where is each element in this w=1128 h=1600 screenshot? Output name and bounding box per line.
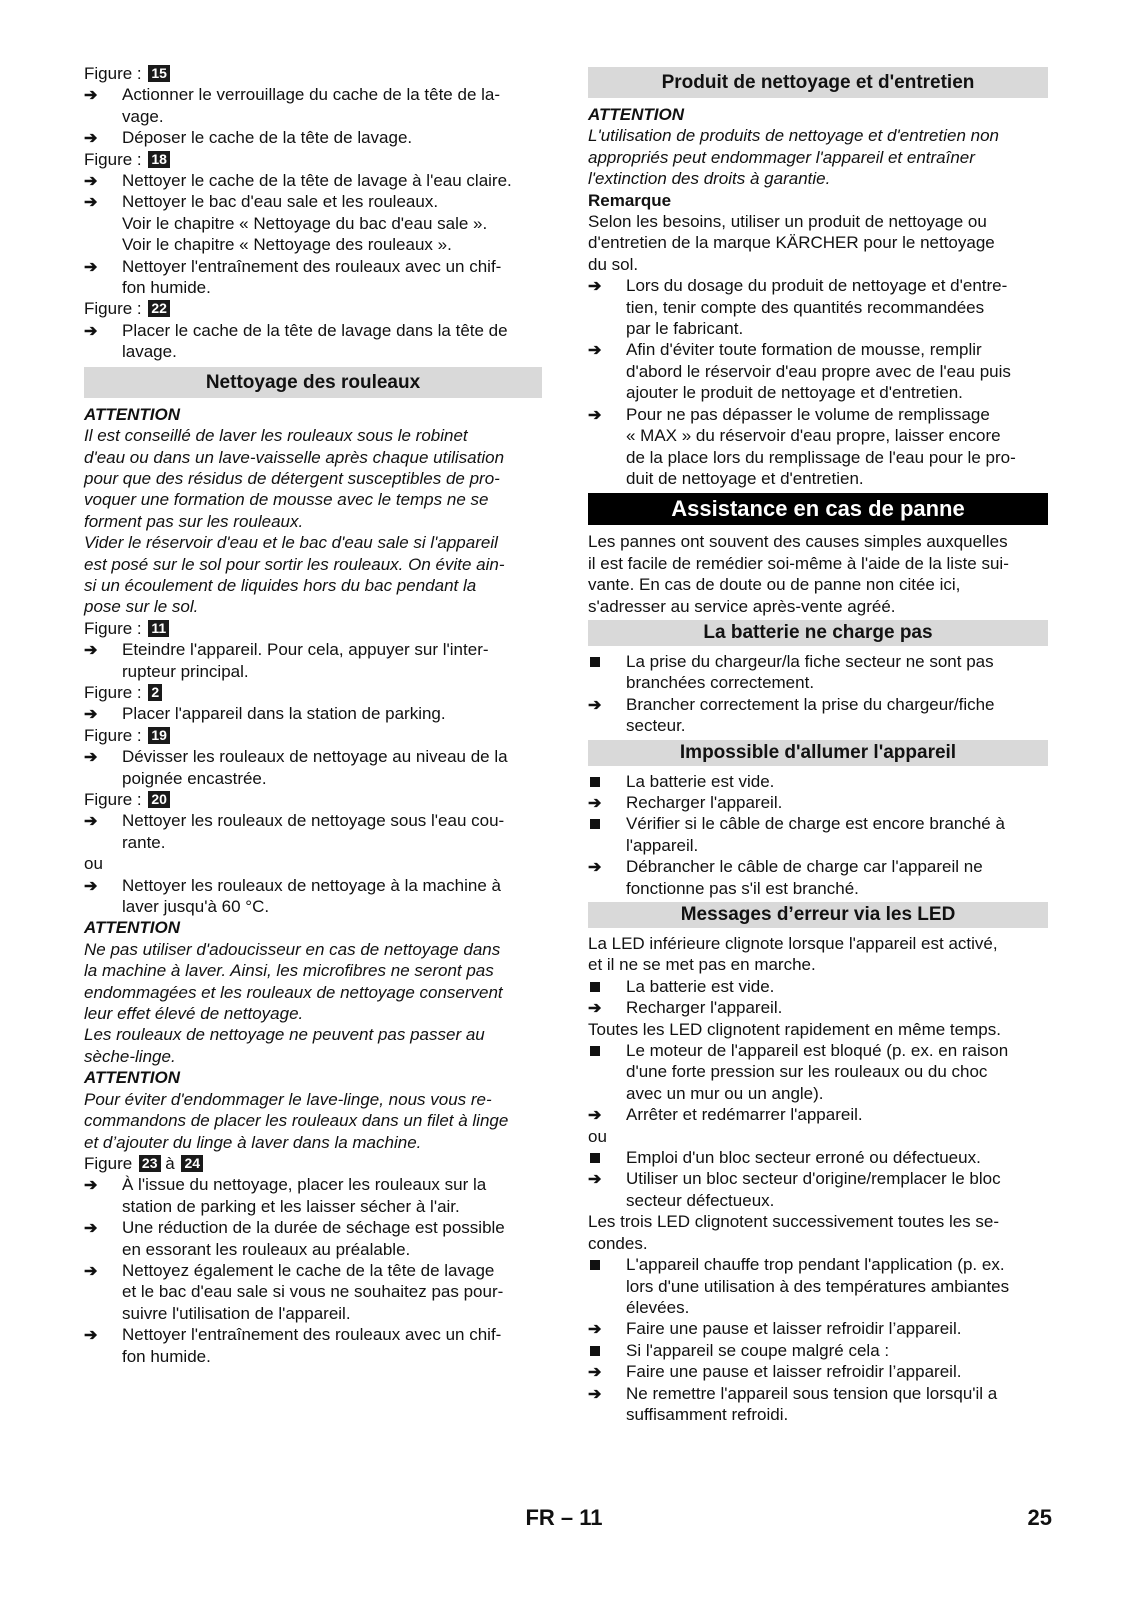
paragraph: La LED inférieure clignote lorsque l'appareil est activé, et il ne se met pas en marche. <box>588 934 998 975</box>
fault-condition <box>588 813 1048 856</box>
item-text: Vérifier si le câble de charge est encore branché à l'appareil. <box>626 814 1005 855</box>
action-step <box>588 1383 1048 1426</box>
action-step <box>588 997 1048 1018</box>
item-text: Pour ne pas dépasser le volume de remplissage « MAX » du réservoir d'eau propre, laisser encore de la place lors du remplissage de l'eau pour le pro- duit de nettoyage et d'entretien. <box>626 404 1016 488</box>
arrow-icon <box>84 84 114 106</box>
arrow-icon <box>588 339 618 361</box>
action-step <box>84 1260 542 1324</box>
action-step <box>84 703 542 724</box>
arrow-icon <box>84 639 114 661</box>
arrow-icon <box>84 170 114 192</box>
figure-number-badge: 2 <box>148 684 162 701</box>
item-text: Ne remettre l'appareil sous tension que lorsqu'il a suffisamment refroidi. <box>626 1383 998 1424</box>
square-bullet-icon <box>588 771 618 792</box>
item-text: Dévisser les rouleaux de nettoyage au niveau de la poignée encastrée. <box>122 747 508 788</box>
item-text: Actionner le verrouillage du cache de la tête de la- vage. <box>122 85 501 126</box>
arrow-icon <box>84 810 114 832</box>
figure-reference <box>84 63 542 84</box>
figure-label: Figure <box>84 1153 133 1173</box>
item-text: L'appareil chauffe trop pendant l'application (p. ex. lors d'une utilisation à des températures ambiantes élevées. <box>626 1255 1010 1317</box>
subsection-heading: Impossible d'allumer l'appareil <box>588 740 1048 766</box>
figure-label: Figure : <box>84 299 142 319</box>
figure-number-badge: 23 <box>139 1155 161 1172</box>
square-bullet-icon <box>588 1040 618 1061</box>
arrow-icon <box>588 1168 618 1190</box>
fault-condition <box>588 1147 1048 1168</box>
attention-label: ATTENTION <box>588 105 685 124</box>
subsection-heading: Messages d’erreur via les LED <box>588 902 1048 928</box>
item-text: Eteindre l'appareil. Pour cela, appuyer sur l'inter- rupteur principal. <box>122 640 489 681</box>
fault-condition <box>588 1040 1048 1104</box>
figure-number-badge: 24 <box>181 1155 203 1172</box>
arrow-icon <box>588 1361 618 1383</box>
arrow-icon <box>588 275 618 297</box>
item-text: La prise du chargeur/la fiche secteur ne sont pas branchées correctement. <box>626 651 994 693</box>
square-bullet-icon <box>588 1254 618 1275</box>
item-text: Arrêter et redémarrer l'appareil. <box>626 1105 863 1125</box>
action-step <box>588 792 1048 813</box>
figure-reference <box>84 298 542 319</box>
square-bullet-icon <box>588 1340 618 1361</box>
action-step <box>84 1324 542 1367</box>
item-text: Faire une pause et laisser refroidir l’appareil. <box>626 1362 962 1382</box>
arrow-icon <box>588 1383 618 1405</box>
fault-condition <box>588 1254 1048 1318</box>
square-bullet-icon <box>588 813 618 834</box>
action-step <box>588 694 1048 737</box>
item-text: Si l'appareil se coupe malgré cela : <box>626 1340 890 1360</box>
arrow-icon <box>84 320 114 342</box>
item-text: Lors du dosage du produit de nettoyage et d'entre- tien, tenir compte des quantités recommandées par le fabricant. <box>626 276 1008 339</box>
arrow-icon <box>588 1104 618 1126</box>
action-step <box>588 1361 1048 1382</box>
figure-reference <box>84 682 542 703</box>
item-text: Nettoyer les rouleaux de nettoyage à la machine à laver jusqu'à 60 °C. <box>122 875 501 917</box>
item-text: Faire une pause et laisser refroidir l’appareil. <box>626 1319 962 1339</box>
left-column <box>84 63 542 1367</box>
figure-number-badge: 11 <box>148 620 169 637</box>
arrow-icon <box>588 1318 618 1340</box>
action-step <box>84 1217 542 1260</box>
figure-number-badge: 22 <box>148 300 170 317</box>
square-bullet-icon <box>588 651 618 672</box>
attention-text: L'utilisation de produits de nettoyage et d'entretien non appropriés peut endommager l'appareil et entraîner l'extinction des droits à garantie. <box>588 126 1000 189</box>
figure-range-separator: à <box>165 1153 175 1173</box>
arrow-icon <box>84 191 114 213</box>
paragraph: Selon les besoins, utiliser un produit de nettoyage ou d'entretien de la marque KÄRCHER pour le nettoyage du sol. <box>588 212 995 274</box>
arrow-icon <box>84 1260 114 1282</box>
figure-number-badge: 15 <box>148 65 170 82</box>
item-text: Le moteur de l'appareil est bloqué (p. ex. en raison d'une forte pression sur les rouleaux ou du choc avec un mur ou un angle). <box>626 1041 1009 1103</box>
action-step <box>588 275 1048 339</box>
right-column <box>588 63 1048 1425</box>
note-label: Remarque <box>588 190 672 210</box>
action-step <box>84 84 542 127</box>
item-text: À l'issue du nettoyage, placer les rouleaux sur la station de parking et les laisser sécher à l'air. <box>122 1175 487 1216</box>
item-text: Utiliser un bloc secteur d'origine/remplacer le bloc secteur défectueux. <box>626 1169 1001 1210</box>
fault-condition <box>588 771 1048 792</box>
fault-condition <box>588 651 1048 694</box>
item-text: Recharger l'appareil. <box>626 998 783 1018</box>
arrow-icon <box>84 875 114 897</box>
action-step <box>84 875 542 918</box>
attention-text: Il est conseillé de laver les rouleaux sous le robinet d'eau ou dans un lave-vaisselle après chaque utilisation pour que des résidus de détergent susceptibles de pro- voquer une formation de mousse avec le temps ne se forment pas sur les rouleaux. Vider le réservoir d'eau et le bac d'eau sale si l'appareil est posé sur le sol pour sortir les rouleaux. On évite ain- si un écoulement de liquides hors du bac pendant la pose sur le sol. <box>84 426 505 617</box>
item-text: Afin d'éviter toute formation de mousse, remplir d'abord le réservoir d'eau propre avec de l'eau puis ajouter le produit de nettoyage et d'entretien. <box>626 340 1011 403</box>
item-text: Brancher correctement la prise du chargeur/fiche secteur. <box>626 694 995 736</box>
section-heading: Nettoyage des rouleaux <box>84 367 542 398</box>
action-step <box>84 191 542 255</box>
action-step <box>84 127 542 148</box>
item-text: Nettoyer l'entraînement des rouleaux avec un chif- fon humide. <box>122 256 502 298</box>
square-bullet-icon <box>588 976 618 997</box>
action-step <box>588 856 1048 899</box>
item-text: Nettoyer les rouleaux de nettoyage sous l'eau cou- rante. <box>122 811 505 852</box>
square-bullet-icon <box>588 1147 618 1168</box>
item-text: Nettoyez également le cache de la tête de lavage et le bac d'eau sale si vous ne souhaitez pas pour- suivre l'utilisation de l'appareil. <box>122 1260 504 1323</box>
arrow-icon <box>588 856 618 878</box>
figure-label: Figure : <box>84 725 142 745</box>
paragraph: ou <box>84 854 103 874</box>
figure-reference <box>84 618 542 639</box>
paragraph: Les trois LED clignotent successivement toutes les se- condes. <box>588 1212 1000 1253</box>
figure-number-badge: 20 <box>148 791 170 808</box>
figure-reference <box>84 789 542 810</box>
arrow-icon <box>84 256 114 278</box>
item-text: Emploi d'un bloc secteur erroné ou défectueux. <box>626 1148 981 1168</box>
chapter-heading: Assistance en cas de panne <box>588 493 1048 525</box>
action-step <box>84 256 542 299</box>
action-step <box>588 1318 1048 1339</box>
item-text: Nettoyer le bac d'eau sale et les rouleaux. Voir le chapitre « Nettoyage du bac d'eau sale ». Voir le chapitre « Nettoyage des rouleaux ». <box>122 192 488 255</box>
action-step <box>84 639 542 682</box>
action-step <box>588 404 1048 490</box>
arrow-icon <box>84 127 114 149</box>
item-text: La batterie est vide. <box>626 771 775 791</box>
arrow-icon <box>84 703 114 725</box>
item-text: Débrancher le câble de charge car l'appareil ne fonctionne pas s'il est branché. <box>626 857 983 898</box>
attention-text: Pour éviter d'endommager le lave-linge, nous vous re- commandons de placer les rouleaux dans un filet à linge et d’ajouter du linge à laver dans la machine. <box>84 1089 509 1152</box>
figure-reference <box>84 1153 542 1174</box>
figure-label: Figure : <box>84 149 142 169</box>
action-step <box>84 746 542 789</box>
figure-number-badge: 19 <box>148 727 170 744</box>
item-text: Nettoyer l'entraînement des rouleaux avec un chif- fon humide. <box>122 1325 502 1366</box>
attention-text: Ne pas utiliser d'adoucisseur en cas de nettoyage dans la machine à laver. Ainsi, les microfibres ne seront pas endommagées et les rouleaux de nettoyage conservent leur effet élevé de nettoyage. Les rouleaux de nettoyage ne peuvent pas passer au sèche-linge. <box>84 939 503 1066</box>
figure-label: Figure : <box>84 618 142 638</box>
attention-label: ATTENTION <box>84 1068 181 1088</box>
figure-label: Figure : <box>84 64 142 83</box>
item-text: Une réduction de la durée de séchage est possible en essorant les rouleaux au préalable. <box>122 1218 505 1259</box>
arrow-icon <box>588 792 618 814</box>
figure-label: Figure : <box>84 790 142 809</box>
arrow-icon <box>84 1174 114 1196</box>
item-text: La batterie est vide. <box>626 976 775 996</box>
action-step <box>588 1168 1048 1211</box>
item-text: Recharger l'appareil. <box>626 792 783 812</box>
figure-number-badge: 18 <box>148 151 170 168</box>
footer-page-number: 25 <box>1027 1505 1052 1530</box>
figure-reference <box>84 725 542 746</box>
arrow-icon <box>588 694 618 716</box>
arrow-icon <box>84 746 114 768</box>
item-text: Placer le cache de la tête de lavage dans la tête de lavage. <box>122 320 508 362</box>
footer-language-page: FR – 11 <box>525 1505 603 1530</box>
action-step <box>84 1174 542 1217</box>
attention-label: ATTENTION <box>84 918 181 938</box>
section-heading: Produit de nettoyage et d'entretien <box>588 67 1048 98</box>
fault-condition <box>588 1340 1048 1361</box>
subsection-heading: La batterie ne charge pas <box>588 620 1048 646</box>
fault-condition <box>588 976 1048 997</box>
figure-reference <box>84 149 542 170</box>
item-text: Nettoyer le cache de la tête de lavage à l'eau claire. <box>122 171 512 191</box>
arrow-icon <box>84 1217 114 1239</box>
arrow-icon <box>84 1324 114 1346</box>
paragraph: Les pannes ont souvent des causes simples auxquelles il est facile de remédier soi-même à l'aide de la liste sui- vante. En cas de doute ou de panne non citée ici, s'adresser au service après-vente agréé. <box>588 532 1009 616</box>
attention-label: ATTENTION <box>84 404 181 424</box>
action-step <box>84 320 542 363</box>
item-text: Placer l'appareil dans la station de parking. <box>122 704 446 724</box>
paragraph: Toutes les LED clignotent rapidement en même temps. <box>588 1019 1001 1039</box>
action-step <box>588 1104 1048 1125</box>
item-text: Déposer le cache de la tête de lavage. <box>122 128 413 148</box>
arrow-icon <box>588 997 618 1019</box>
action-step <box>84 170 542 191</box>
paragraph: ou <box>588 1126 607 1146</box>
action-step <box>588 339 1048 403</box>
arrow-icon <box>588 404 618 426</box>
figure-label: Figure : <box>84 682 142 702</box>
action-step <box>84 810 542 853</box>
